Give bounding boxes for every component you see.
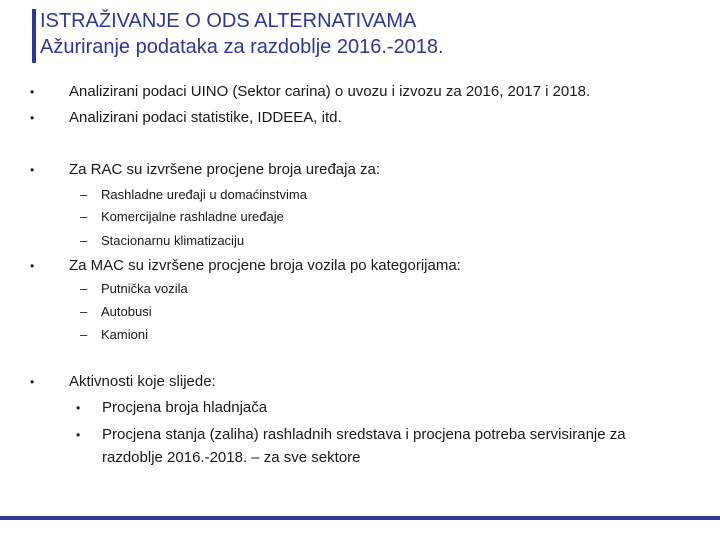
nested-list-item-text: Procjena broja hladnjača — [102, 399, 268, 416]
sub-list-item-text: Putnička vozila — [101, 281, 188, 296]
bullet-icon: • — [76, 401, 81, 415]
bullet-icon: • — [30, 163, 35, 177]
nested-list-item-text: Procjena stanja (zaliha) rashladnih sredstava i procjena potreba servisiranje za — [102, 426, 626, 443]
nested-list-item-continuation — [102, 448, 702, 468]
dash-icon: – — [80, 233, 88, 248]
nested-list-item-text: razdoblje 2016.-2018. – za sve sektore — [102, 449, 361, 466]
bullet-icon: • — [30, 375, 35, 389]
bullet-icon: • — [30, 85, 35, 99]
sub-list-item-text: Kamioni — [101, 327, 148, 342]
bottom-accent-bar — [0, 516, 720, 520]
sub-list-item-text: Komercijalne rashladne uređaje — [101, 209, 284, 224]
list-item-text: Analizirani podaci statistike, IDDEEA, itd. — [69, 109, 342, 126]
list-item-text: Aktivnosti koje slijede: — [69, 373, 216, 390]
list-item-text: Analizirani podaci UINO (Sektor carina) o uvozu i izvozu za 2016, 2017 i 2018. — [69, 83, 591, 100]
dash-icon: – — [80, 281, 88, 296]
bullet-icon: • — [30, 111, 35, 125]
dash-icon: – — [80, 209, 88, 224]
bullet-icon: • — [76, 428, 81, 442]
sub-list-item-text: Autobusi — [101, 304, 152, 319]
dash-icon: – — [80, 187, 88, 202]
list-item-text: Za MAC su izvršene procjene broja vozila po kategorijama: — [69, 257, 461, 274]
list-item-text: Za RAC su izvršene procjene broja uređaja za: — [69, 161, 380, 178]
bullet-icon: • — [30, 259, 35, 273]
title-line-2: Ažuriranje podataka za razdoblje 2016.-2018. — [40, 36, 444, 58]
sub-list-item-text: Stacionarnu klimatizaciju — [101, 233, 245, 248]
dash-icon: – — [80, 304, 88, 319]
dash-icon: – — [80, 327, 88, 342]
sub-list-item-text: Rashladne uređaji u domaćinstvima — [101, 187, 307, 202]
title-line-1: ISTRAŽIVANJE O ODS ALTERNATIVAMA — [40, 10, 417, 32]
